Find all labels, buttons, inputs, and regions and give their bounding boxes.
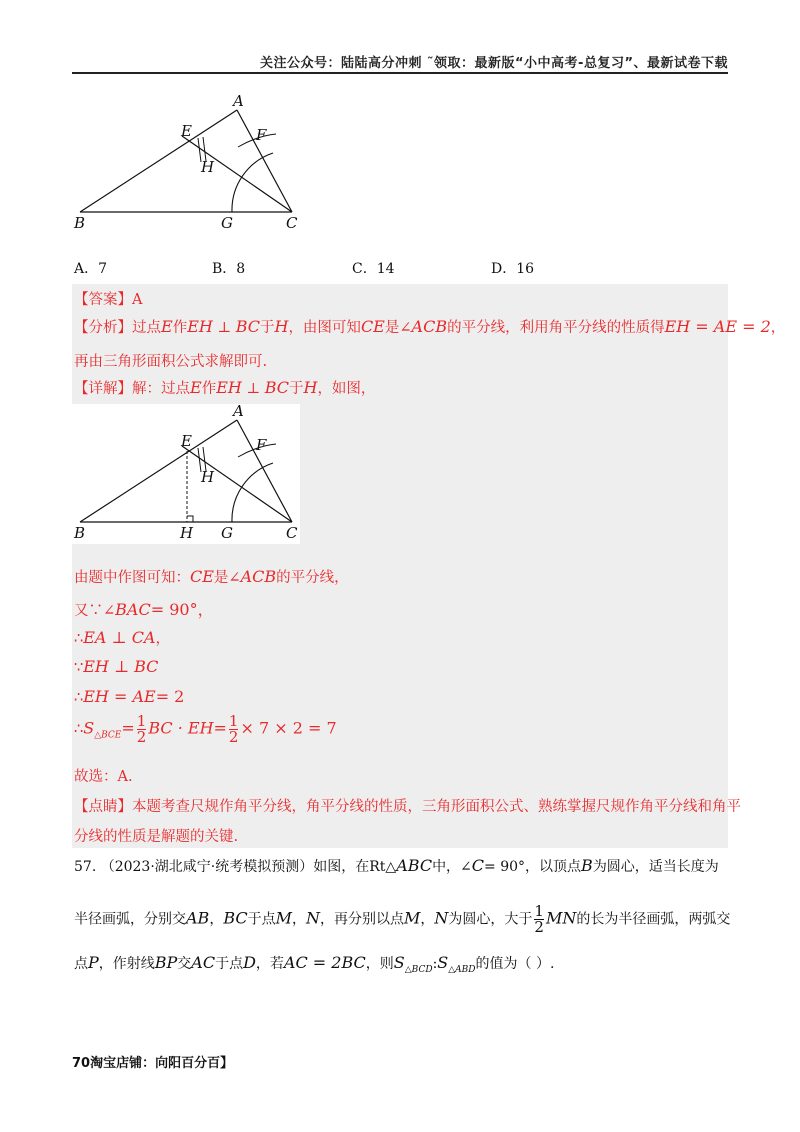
option-a: A．7 bbox=[74, 261, 108, 277]
question-line-2 bbox=[74, 904, 730, 935]
analysis-math: E bbox=[161, 317, 173, 336]
because-symbol: ∵ bbox=[74, 660, 84, 676]
detail-text: 解：过点 bbox=[132, 381, 190, 397]
analysis-math: EH = AE = 2 bbox=[664, 317, 771, 336]
label-H: H bbox=[201, 158, 215, 176]
analysis-math: ACB bbox=[411, 317, 448, 336]
answer-tag: 【答案】 bbox=[74, 292, 132, 308]
label-E: E bbox=[181, 432, 192, 450]
question-text: 点 bbox=[74, 956, 88, 972]
step-text: ， bbox=[155, 631, 170, 647]
detail-text: ，如图， bbox=[317, 381, 376, 397]
step-math: ACB bbox=[240, 567, 277, 586]
label-B: B bbox=[74, 524, 86, 542]
question-text: ，则 bbox=[365, 956, 394, 972]
area-symbol: S bbox=[437, 953, 449, 972]
question-text: 交 bbox=[177, 956, 192, 972]
answer-line bbox=[74, 288, 142, 309]
comment-line-1 bbox=[74, 795, 741, 816]
fraction-numerator: 1 bbox=[534, 902, 544, 920]
step-4 bbox=[74, 657, 158, 676]
question-text: ， bbox=[292, 911, 306, 928]
step-6 bbox=[74, 714, 337, 745]
analysis-math: BC bbox=[235, 317, 260, 336]
step-math: = 2 bbox=[155, 687, 185, 706]
step-math: × 7 × 2 = 7 bbox=[240, 718, 337, 738]
label-G: G bbox=[221, 524, 233, 542]
area-subscript: △BCE bbox=[94, 730, 122, 741]
label-H-foot: H bbox=[180, 524, 194, 542]
step-7: 故选：A. bbox=[74, 769, 133, 785]
step-math: EH = AE bbox=[83, 687, 156, 706]
question-text: 的值为（ ）. bbox=[475, 956, 555, 972]
analysis-math: H bbox=[274, 317, 289, 336]
analysis-line-1 bbox=[74, 316, 785, 337]
question-math: D bbox=[243, 953, 256, 972]
area-symbol: S bbox=[83, 718, 95, 738]
question-text: 中，∠ bbox=[432, 859, 472, 875]
area-subscript: △BCD bbox=[404, 964, 433, 975]
question-math: AC bbox=[191, 953, 216, 972]
question-math: BC bbox=[223, 908, 248, 928]
therefore-symbol: ∴ bbox=[74, 690, 84, 706]
analysis-line-2: 再由三角形面积公式求解即可. bbox=[74, 354, 268, 370]
question-math: C bbox=[471, 856, 485, 875]
step-text: 又∵∠ bbox=[74, 603, 116, 619]
label-A: A bbox=[233, 92, 244, 110]
comment-tag: 【点睛】 bbox=[74, 799, 132, 815]
step-1 bbox=[74, 566, 349, 587]
step-5 bbox=[74, 687, 184, 706]
label-H: H bbox=[201, 468, 215, 486]
question-text: ， bbox=[420, 911, 435, 928]
fraction-numerator: 1 bbox=[136, 712, 147, 730]
comment-text: 本题考查尺规作角平分线，角平分线的性质，三角形面积公式、熟练掌握尺规作角平分线和角平 bbox=[132, 799, 741, 815]
label-F: F bbox=[256, 126, 267, 144]
question-math: P bbox=[88, 953, 99, 972]
step-3 bbox=[74, 627, 170, 648]
question-math: AB bbox=[186, 908, 210, 928]
step-text: = 90°， bbox=[150, 600, 214, 619]
area-subscript: △ABD bbox=[448, 964, 476, 975]
question-text: 为圆心，大于 bbox=[448, 911, 533, 928]
question-math: ABC bbox=[396, 856, 433, 875]
analysis-text: ， bbox=[770, 320, 786, 336]
detail-math: E bbox=[190, 378, 202, 397]
step-math: = bbox=[213, 718, 227, 738]
step-text: 是∠ bbox=[213, 570, 241, 586]
label-C: C bbox=[286, 524, 298, 542]
fraction bbox=[137, 714, 147, 745]
question-line-3 bbox=[74, 953, 554, 975]
fraction-numerator: 1 bbox=[228, 712, 239, 730]
label-E: E bbox=[181, 122, 192, 140]
area-symbol: S bbox=[393, 953, 405, 972]
question-text: 半径画弧，分别交 bbox=[74, 911, 186, 928]
label-A: A bbox=[233, 402, 244, 420]
fraction bbox=[534, 904, 544, 935]
question-text: △ bbox=[385, 859, 397, 875]
question-text: ，再分别以点 bbox=[320, 911, 404, 928]
detail-tag: 【详解】 bbox=[74, 381, 132, 397]
question-text: 为圆心，适当长度为 bbox=[592, 859, 719, 875]
geometry-figure-solution bbox=[70, 402, 302, 546]
geometry-figure-top bbox=[70, 90, 320, 240]
step-math: EA ⊥ CA bbox=[83, 628, 156, 647]
option-b: B．8 bbox=[212, 261, 246, 277]
detail-line bbox=[74, 377, 375, 398]
analysis-text: 过点 bbox=[132, 320, 161, 336]
question-text: ， bbox=[209, 911, 224, 928]
option-c: C．14 bbox=[352, 261, 395, 277]
question-math: B bbox=[581, 856, 593, 875]
analysis-math: CE bbox=[360, 317, 385, 336]
step-2 bbox=[74, 597, 214, 620]
question-text: ，作射线 bbox=[98, 956, 155, 972]
page-footer: 70淘宝店铺：向阳百分百】 bbox=[72, 1056, 234, 1071]
question-math: N bbox=[434, 908, 449, 928]
step-math: EH ⊥ BC bbox=[83, 657, 159, 676]
question-math: Rt bbox=[369, 859, 386, 875]
label-G: G bbox=[221, 214, 233, 232]
analysis-math: EH bbox=[187, 317, 213, 336]
detail-text: 于 bbox=[288, 381, 304, 397]
question-text: 的长为半径画弧，两弧交 bbox=[576, 911, 731, 928]
step-math: BC · EH bbox=[148, 718, 214, 738]
fraction-denominator: 2 bbox=[228, 728, 239, 746]
question-text: 于点 bbox=[247, 911, 276, 928]
question-math: M bbox=[404, 908, 421, 928]
analysis-text: ，由图可知 bbox=[288, 320, 361, 336]
detail-math: EH bbox=[216, 378, 242, 397]
detail-text: 作 bbox=[201, 381, 217, 397]
label-B: B bbox=[74, 214, 86, 232]
analysis-text: 是∠ bbox=[384, 320, 412, 336]
answer-value: A bbox=[132, 292, 143, 308]
question-math: MN bbox=[545, 908, 577, 928]
page-header: 关注公众号：陆陆高分冲刺 ˜领取：最新版“小中高考-总复习”、最新试卷下载 bbox=[259, 56, 728, 71]
detail-math: ⊥ bbox=[246, 381, 261, 397]
analysis-tag: 【分析】 bbox=[74, 320, 132, 336]
question-text: ，若 bbox=[255, 956, 284, 972]
question-math: BP bbox=[154, 953, 178, 972]
step-math: = bbox=[121, 718, 135, 738]
fraction-denominator: 2 bbox=[534, 918, 544, 936]
question-line-1 bbox=[74, 856, 719, 876]
question-math: M bbox=[275, 908, 292, 928]
analysis-math: ⊥ bbox=[217, 320, 232, 336]
question-math: : bbox=[432, 956, 438, 972]
question-text: 57. （2023·湖北咸宁·统考模拟预测）如图，在 bbox=[74, 859, 370, 875]
analysis-text: 于 bbox=[259, 320, 275, 336]
comment-line-2: 分线的性质是解题的关键. bbox=[74, 829, 239, 845]
header-divider bbox=[72, 72, 728, 74]
detail-math: BC bbox=[264, 378, 289, 397]
option-d: D．16 bbox=[491, 261, 535, 277]
question-text: 于点 bbox=[215, 956, 244, 972]
label-F: F bbox=[256, 436, 267, 454]
therefore-symbol: ∴ bbox=[74, 631, 84, 647]
step-text: 由题中作图可知： bbox=[74, 570, 190, 586]
therefore-symbol: ∴ bbox=[74, 721, 84, 738]
analysis-text: 作 bbox=[172, 320, 188, 336]
question-math: AC = 2BC bbox=[283, 953, 366, 972]
analysis-text: 的平分线，利用角平分线的性质得 bbox=[447, 320, 665, 336]
step-math: CE bbox=[190, 567, 214, 586]
fraction-denominator: 2 bbox=[136, 728, 147, 746]
step-math: BAC bbox=[115, 600, 151, 619]
label-C: C bbox=[286, 214, 298, 232]
fraction bbox=[229, 714, 239, 745]
detail-math: H bbox=[303, 378, 318, 397]
step-text: 的平分线， bbox=[276, 570, 349, 586]
question-math: N bbox=[306, 908, 320, 928]
question-text: = 90°，以顶点 bbox=[484, 859, 582, 875]
